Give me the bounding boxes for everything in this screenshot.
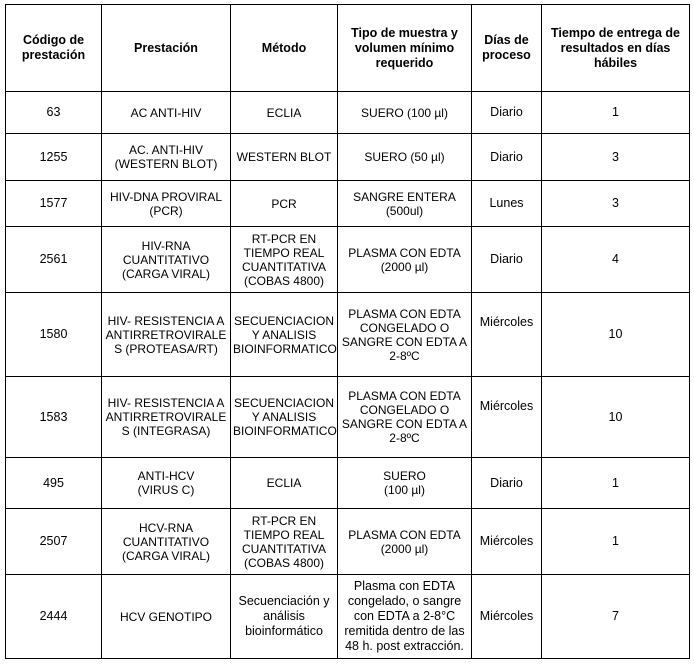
header-codigo: Código de prestación bbox=[6, 5, 102, 92]
cell-tiempo: 1 bbox=[612, 475, 619, 490]
table-row bbox=[6, 293, 690, 377]
cell-metodo: SECUENCIACION Y ANALISIS BIOINFORMATICO bbox=[233, 313, 337, 356]
cell-tiempo: 3 bbox=[612, 149, 619, 164]
cell-dias: Miércoles bbox=[479, 399, 534, 413]
cell-prestacion: HIV- RESISTENCIA A ANTIRRETROVIRALE S (PROTEASA/RT) bbox=[105, 313, 227, 356]
table-row bbox=[6, 227, 690, 293]
cell-prestacion: HCV-RNA CUANTITATIVO (CARGA VIRAL) bbox=[121, 520, 211, 563]
header-tiempo: Tiempo de entrega de resultados en días hábiles bbox=[542, 5, 690, 92]
cell-tipo-muestra: PLASMA CON EDTA CONGELADO O SANGRE CON EDTA A 2-8ºC bbox=[341, 389, 468, 445]
cell-codigo: 63 bbox=[46, 105, 61, 119]
header-dias: Días de proceso bbox=[472, 5, 542, 92]
cell-dias: Diario bbox=[490, 105, 523, 119]
cell-metodo: PCR bbox=[271, 196, 297, 211]
cell-tipo-muestra: PLASMA CON EDTA (2000 µl) bbox=[348, 245, 461, 274]
cell-tiempo: 3 bbox=[612, 196, 619, 210]
cell-prestacion: HIV-RNA CUANTITATIVO (CARGA VIRAL) bbox=[121, 238, 211, 281]
cell-codigo: 2507 bbox=[39, 534, 68, 548]
table-row bbox=[6, 575, 690, 659]
cell-tipo-muestra: PLASMA CON EDTA (2000 µl) bbox=[348, 527, 461, 556]
table-row bbox=[6, 377, 690, 458]
cell-metodo: RT-PCR EN TIEMPO REAL CUANTITATIVA (COBAS 4800) bbox=[242, 231, 326, 288]
cell-dias: Lunes bbox=[489, 196, 524, 210]
cell-prestacion: AC ANTI-HIV bbox=[130, 105, 202, 120]
cell-prestacion: HIV-DNA PROVIRAL (PCR) bbox=[109, 189, 223, 218]
cell-prestacion: HCV GENOTIPO bbox=[119, 609, 212, 624]
header-metodo: Método bbox=[231, 5, 338, 92]
cell-metodo: ECLIA bbox=[266, 105, 302, 120]
header-tipo-muestra: Tipo de muestra y volumen mínimo requerido bbox=[338, 5, 472, 92]
cell-metodo: Secuenciación y análisis bioinformático bbox=[238, 594, 330, 638]
header-row bbox=[6, 5, 690, 92]
cell-metodo: SECUENCIACION Y ANALISIS BIOINFORMATICO bbox=[233, 396, 337, 438]
cell-dias: Diario bbox=[490, 252, 523, 266]
cell-dias: Miércoles bbox=[479, 609, 534, 623]
cell-prestacion: AC. ANTI-HIV (WESTERN BLOT) bbox=[114, 143, 218, 171]
cell-dias: Miércoles bbox=[479, 534, 534, 548]
cell-tipo-muestra: PLASMA CON EDTA CONGELADO O SANGRE CON EDTA A 2-8ºC bbox=[341, 306, 468, 363]
cell-dias: Diario bbox=[490, 149, 523, 164]
cell-dias: Miércoles bbox=[479, 315, 534, 329]
table-row bbox=[6, 509, 690, 575]
cell-metodo: RT-PCR EN TIEMPO REAL CUANTITATIVA (COBAS 4800) bbox=[242, 513, 326, 570]
cell-codigo: 2561 bbox=[39, 252, 68, 266]
cell-tiempo: 10 bbox=[608, 327, 623, 341]
services-table bbox=[5, 4, 690, 659]
cell-tipo-muestra: Plasma con EDTA congelado, o sangre con EDTA a 2-8°C remitida dentro de las 48 h. post extracción. bbox=[344, 579, 465, 653]
cell-codigo: 1577 bbox=[39, 196, 68, 210]
cell-tipo-muestra: SANGRE ENTERA (500ul) bbox=[353, 189, 456, 218]
cell-metodo: ECLIA bbox=[266, 476, 302, 490]
table-row bbox=[6, 134, 690, 181]
cell-tiempo: 7 bbox=[612, 609, 619, 623]
cell-codigo: 1255 bbox=[39, 149, 68, 164]
cell-tiempo: 1 bbox=[612, 105, 619, 119]
cell-tiempo: 1 bbox=[612, 534, 619, 548]
cell-codigo: 2444 bbox=[39, 609, 68, 623]
cell-prestacion: ANTI-HCV (VIRUS C) bbox=[137, 469, 195, 497]
cell-tiempo: 4 bbox=[612, 252, 619, 266]
cell-metodo: WESTERN BLOT bbox=[236, 150, 332, 164]
table-row bbox=[6, 92, 690, 134]
cell-dias: Diario bbox=[490, 475, 523, 490]
cell-tipo-muestra: SUERO (100 µl) bbox=[383, 469, 426, 497]
header-prestacion: Prestación bbox=[102, 5, 231, 92]
cell-tiempo: 10 bbox=[608, 409, 623, 424]
cell-codigo: 495 bbox=[43, 475, 64, 490]
cell-tipo-muestra: SUERO (50 µl) bbox=[364, 150, 445, 164]
cell-prestacion: HIV- RESISTENCIA A ANTIRRETROVIRALE S (INTEGRASA) bbox=[105, 396, 227, 438]
cell-codigo: 1583 bbox=[39, 409, 68, 424]
table-row bbox=[6, 458, 690, 509]
cell-tipo-muestra: SUERO (100 µl) bbox=[361, 105, 448, 120]
table-row bbox=[6, 181, 690, 227]
cell-codigo: 1580 bbox=[39, 327, 68, 341]
